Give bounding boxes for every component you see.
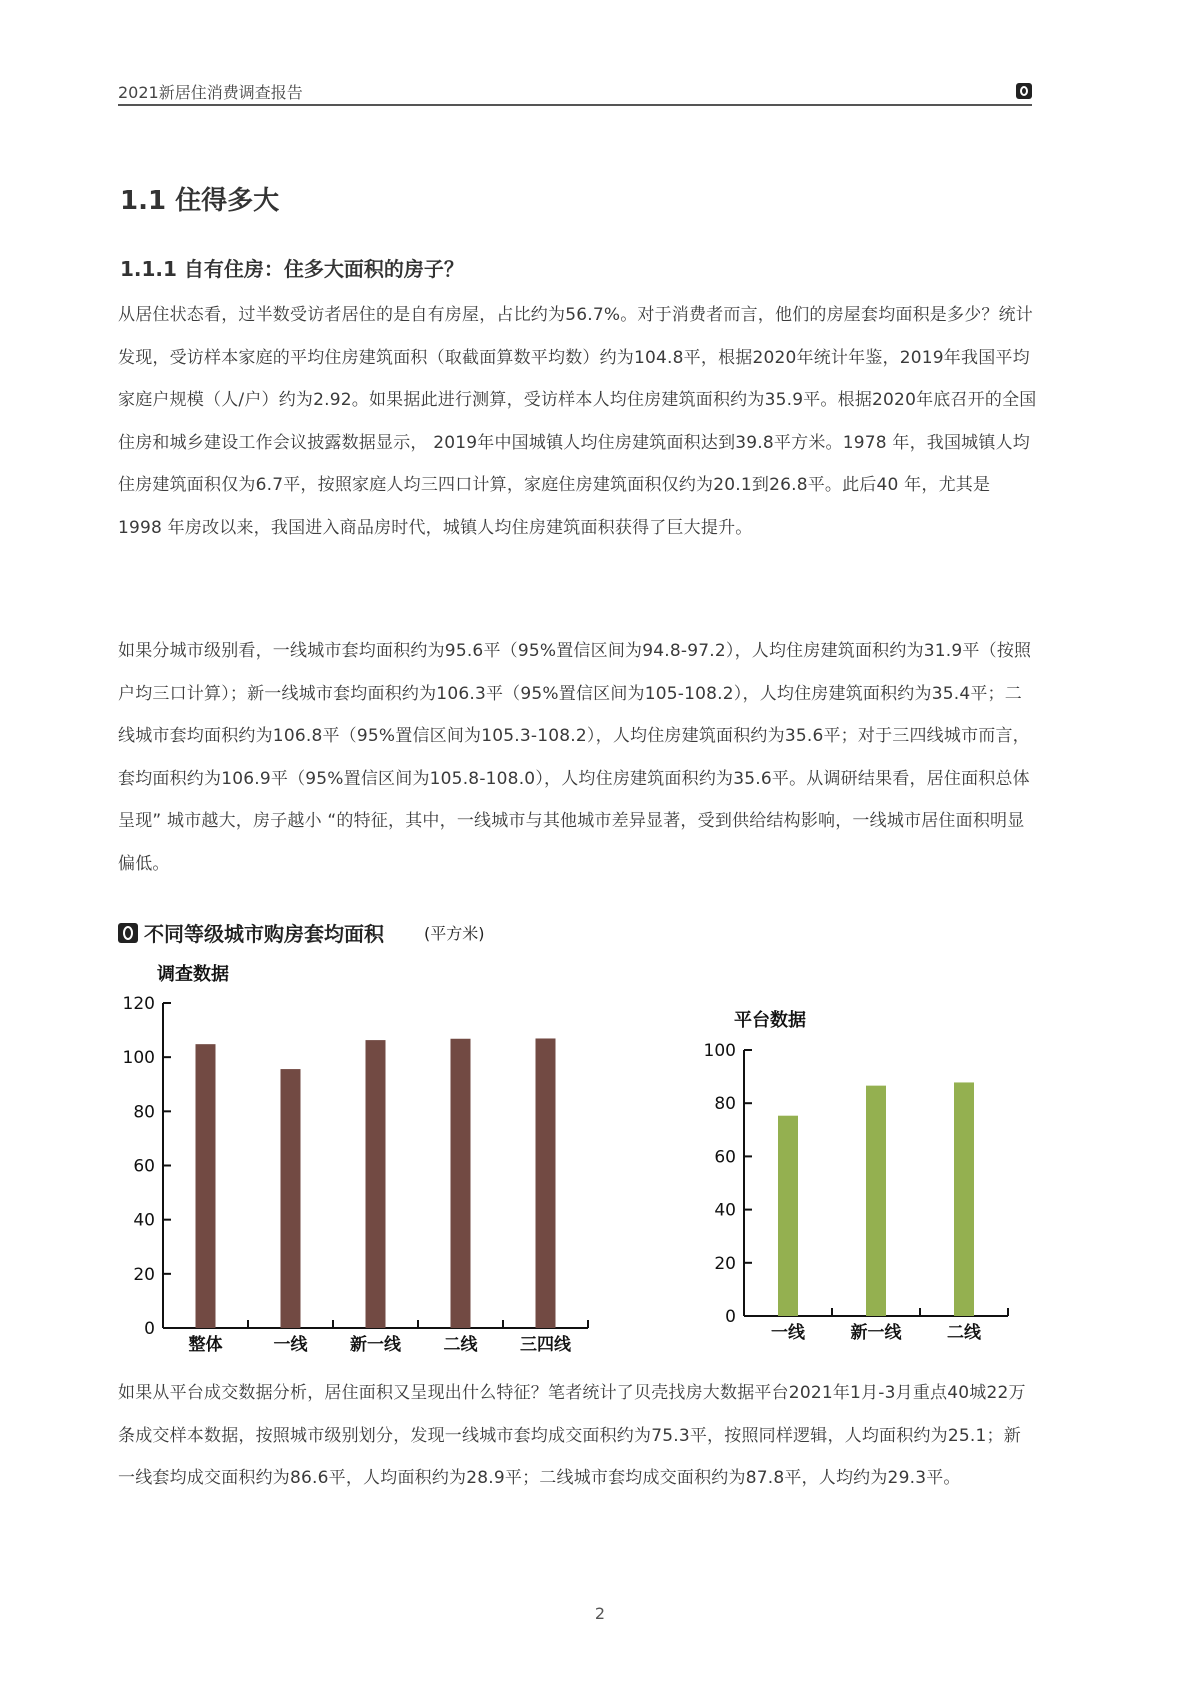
chart-0-y-tick-label: 60 (133, 1156, 155, 1177)
chart-1-bar (954, 1082, 974, 1316)
chart-0-y-tick-label: 100 (122, 1048, 155, 1069)
chart-0-y-tick-label: 20 (133, 1264, 155, 1285)
chart-0-y-tick-label: 80 (133, 1102, 155, 1123)
chart-1-y-tick-label: 40 (714, 1200, 736, 1221)
chart-1-y-tick-label: 20 (714, 1253, 736, 1274)
chart-1-category-label: 一线 (771, 1323, 805, 1343)
body-paragraph-2: 如果分城市级别看，一线城市套均面积约为95.6平（95%置信区间为94.8-97.2），人均住房建筑面积约为31.9平（按照户均三口计算）；新一线城市套均面积约为106.3平（95%置信区间为105-108.2），人均住房建筑面积约为35.4平；二线城市套均面积约为106.8平（95%置信区间为105.3-108.2），人均住房建筑面积约为35.6平；对于三四线城市而言，套均面积约为106.9平（95%置信区间为105.8-108.0），人均住房建筑面积约为35.6平。从调研结果看，居住面积总体呈现” 城市越大，房子越小 “的特征，其中，一线城市与其他城市差异显著，受到供给结构影响，一线城市居住面积明显偏低。 (118, 641, 1032, 874)
body-paragraph-3: 如果从平台成交数据分析，居住面积又呈现出什么特征？笔者统计了贝壳找房大数据平台2021年1月-3月重点40城22万条成交样本数据，按照城市级别划分，发现一线城市套均成交面积约为75.3平，按照同样逻辑，人均面积约为25.1；新一线套均成交面积约为86.6平，人均面积约为28.9平；二线城市套均成交面积约为87.8平，人均约为29.3平。 (118, 1383, 1026, 1488)
report-title: 2021新居住消费调查报告 (118, 83, 303, 102)
chart-1-category-label: 新一线 (850, 1323, 902, 1343)
chart-0-y-tick-label: 0 (144, 1319, 155, 1339)
chart-0-bar (366, 1040, 386, 1328)
page-number: 2 (594, 1604, 606, 1623)
chart-1-bar (778, 1116, 798, 1316)
subsection-heading: 1.1.1 自有住房：住多大面积的房子？ (120, 257, 464, 281)
chart-0-category-label: 整体 (188, 1335, 223, 1355)
chart-0-category-label: 二线 (443, 1335, 478, 1355)
chart-0-title: 调查数据 (157, 964, 229, 985)
chart-0-category-label: 一线 (273, 1335, 308, 1355)
chart-0-category-label: 新一线 (350, 1335, 401, 1355)
chart-0-y-tick-label: 120 (122, 994, 155, 1014)
chart-0-bar (536, 1038, 556, 1328)
section-heading: 1.1 住得多大 (120, 186, 280, 216)
chart-1-y-tick-label: 80 (714, 1094, 736, 1115)
body-paragraph-1: 从居住状态看，过半数受访者居住的是自有房屋，占比约为56.7%。对于消费者而言，他们的房屋套均面积是多少？统计发现，受访样本家庭的平均住房建筑面积（取截面算数平均数）约为104.8平，根据2020年统计年鉴，2019年我国平均家庭户规模（人/户）约为2.92。如果据此进行测算，受访样本人均住房建筑面积约为35.9平。根据2020年底召开的全国住房和城乡建设工作会议披露数据显示， 2019年中国城镇人均住房建筑面积达到39.8平方米。1978 年，我国城镇人均住房建筑面积仅为6.7平，按照家庭人均三四口计算，家庭住房建筑面积仅约为20.1到26.8平。此后40 年，尤其是 1998 年房改以来，我国进入商品房时代，城镇人均住房建筑面积获得了巨大提升。 (118, 305, 1037, 538)
chart-0-bar (196, 1044, 216, 1328)
chart-1-y-tick-label: 60 (714, 1147, 736, 1168)
chart-unit: (平方米) (424, 924, 485, 943)
chart-title: 不同等级城市购房套均面积 (144, 922, 384, 946)
chart-0-y-tick-label: 40 (133, 1210, 155, 1231)
chart-1-bar (866, 1086, 886, 1316)
chart-0-category-label: 三四线 (520, 1335, 571, 1355)
chart-1-title: 平台数据 (734, 1010, 806, 1031)
chart-0-bar (281, 1069, 301, 1328)
chart-1-y-tick-label: 100 (703, 1041, 736, 1061)
chart-1-category-label: 二线 (947, 1323, 981, 1343)
chart-1-y-tick-label: 0 (725, 1307, 736, 1327)
chart-0-bar (451, 1039, 471, 1328)
